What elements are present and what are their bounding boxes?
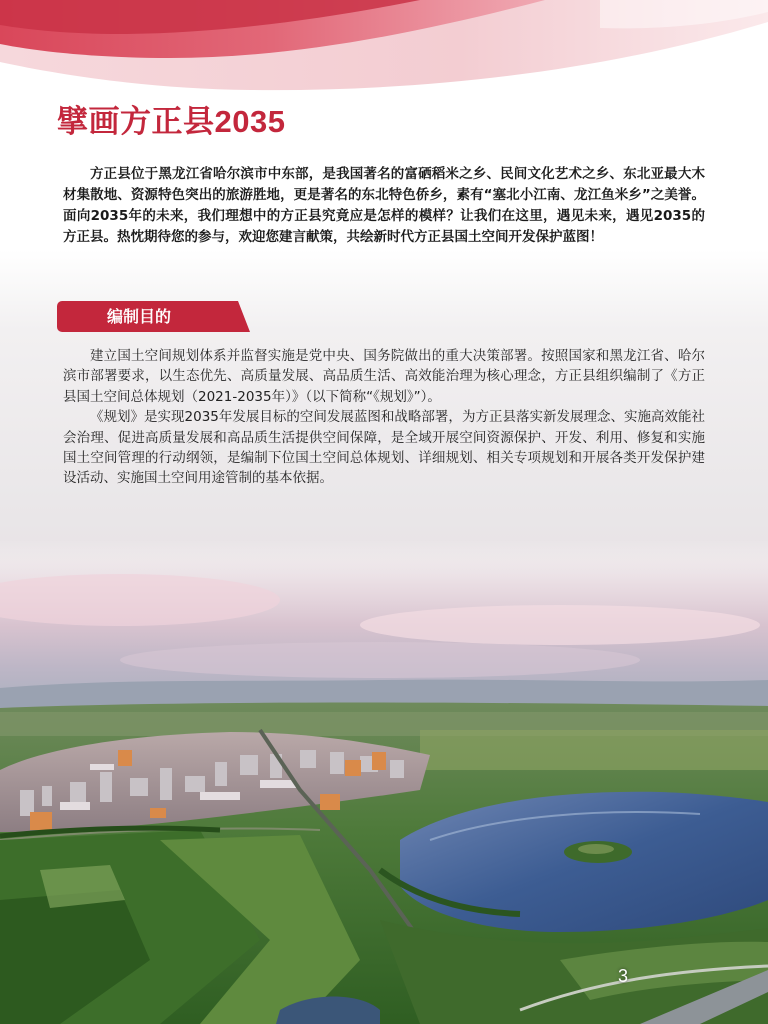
decorative-wave-header	[0, 0, 768, 95]
body-paragraph-1: 建立国土空间规划体系并监督实施是党中央、国务院做出的重大决策部署。按照国家和黑龙江省、哈尔滨市部署要求，以生态优先、高质量发展、高品质生活、高效能治理为核心理念，方正县组织编制了《方正县国土空间总体规划（2021-2035年）》（以下简称“《规划》”）。	[63, 348, 705, 405]
page-title: 擘画方正县2035	[57, 104, 286, 139]
section-heading-tab	[57, 301, 238, 332]
intro-paragraph: 方正县位于黑龙江省哈尔滨市中东部，是我国著名的富硒稻米之乡、民间文化艺术之乡、东北亚最大木材集散地、资源特色突出的旅游胜地，更是著名的东北特色侨乡，素有“塞北小江南、龙江鱼米乡”之美誉。面向2035年的未来，我们理想中的方正县究竟应是怎样的模样？让我们在这里，遇见未来，遇见2035的方正县。热忱期待您的参与，欢迎您建言献策，共绘新时代方正县国土空间开发保护蓝图！	[63, 166, 705, 245]
aerial-town-lake-photo	[0, 540, 768, 1024]
section-heading: 编制目的	[107, 307, 172, 326]
page-number: 3	[618, 966, 629, 986]
body-paragraph-2: 《规划》是实现2035年发展目标的空间发展蓝图和战略部署，为方正县落实新发展理念、实施高效能社会治理、促进高质量发展和高品质生活提供空间保障，是全域开展空间资源保护、开发、利用、修复和实施国土空间管理的行动纲领，是编制下位国土空间总体规划、详细规划、相关专项规划和开展各类开发保护建设活动、实施国土空间用途管制的基本依据。	[63, 409, 705, 487]
section-body	[63, 346, 705, 489]
